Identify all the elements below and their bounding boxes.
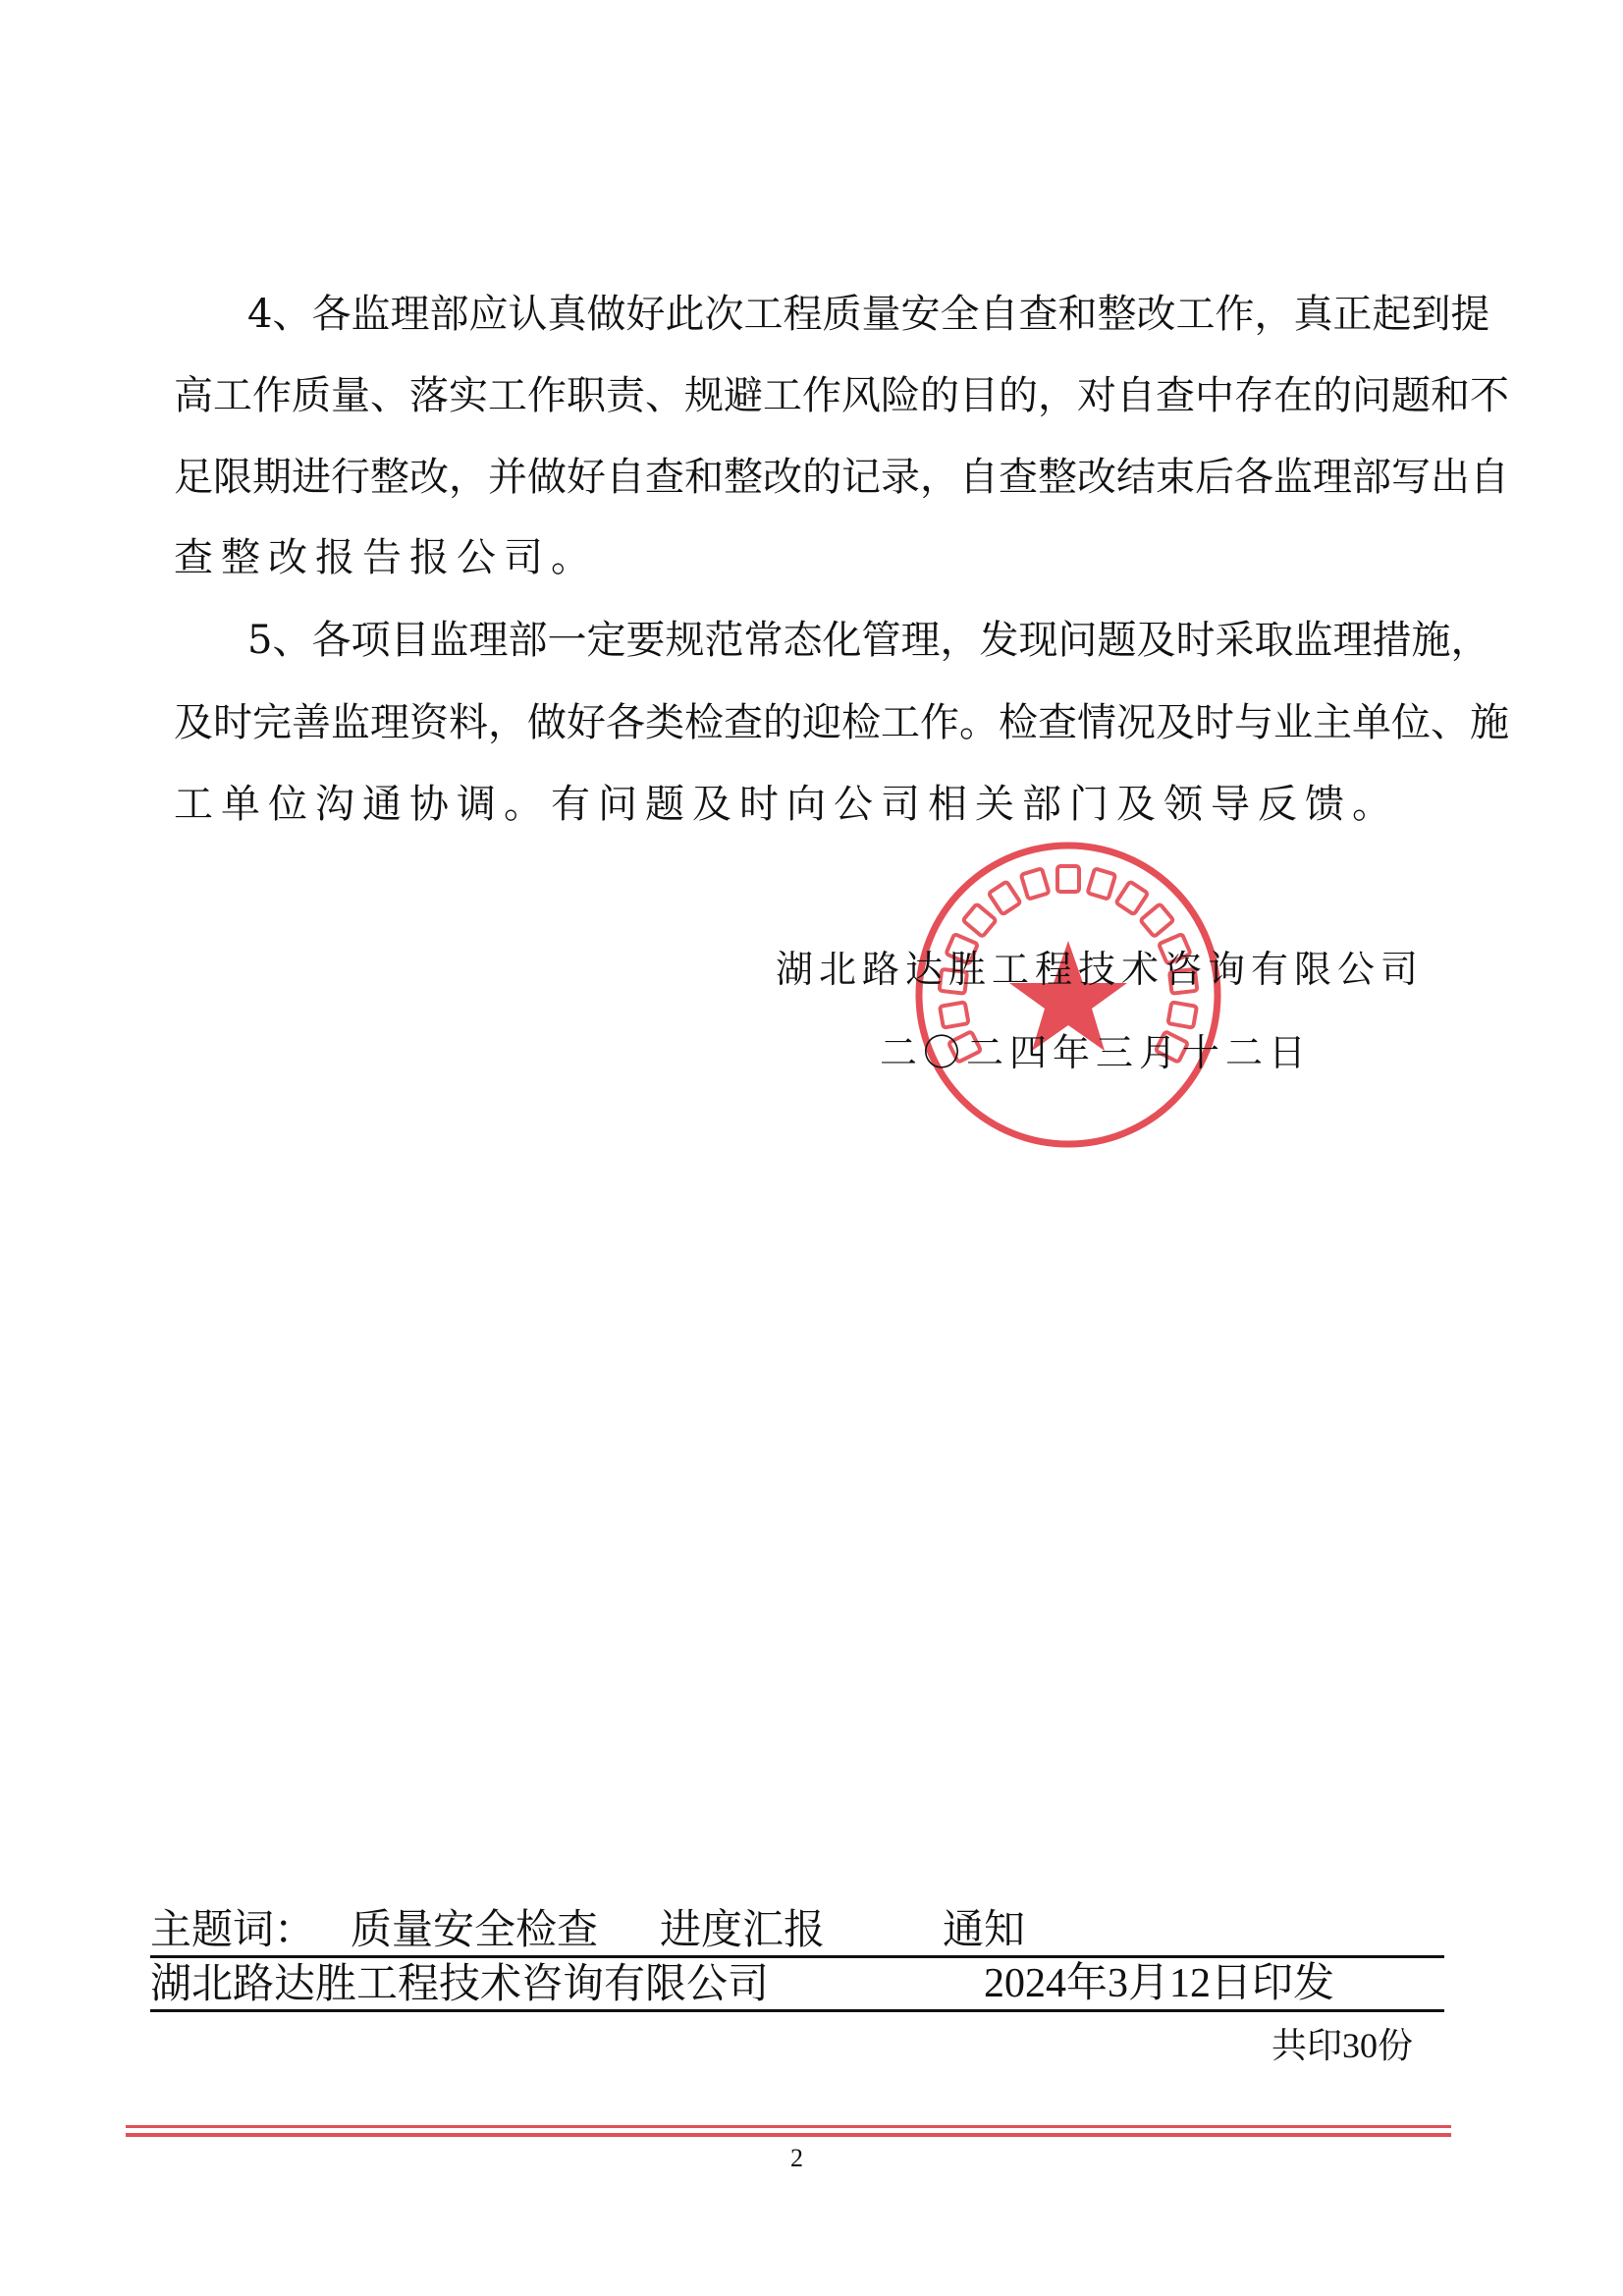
seal-glyph	[989, 882, 1021, 915]
seal-glyph	[1021, 868, 1050, 899]
text-line: 足限期进行整改，并做好自查和整改的记录，自查整改结束后各监理部写出自	[174, 455, 1509, 500]
keyword: 质量安全检查	[351, 1905, 599, 1953]
text-line: 4、各监理部应认真做好此次工程质量安全自查和整改工作，真正起到提	[247, 292, 1490, 337]
seal-glyph	[963, 903, 997, 937]
text-line: 高工作质量、落实工作职责、规避工作风险的目的，对自查中存在的问题和不	[174, 373, 1509, 418]
red-rule	[126, 2125, 1451, 2128]
divider	[150, 2009, 1444, 2012]
company-seal-stamp	[911, 838, 1225, 1152]
signature-date: 二〇二四年三月十二日	[880, 1031, 1313, 1074]
keyword: 通知	[943, 1905, 1026, 1953]
keyword: 进度汇报	[660, 1905, 826, 1953]
keywords-label: 主题词：	[150, 1905, 316, 1953]
issuer: 湖北路达胜工程技术咨询有限公司	[150, 1959, 770, 2007]
page-number: 2	[790, 2144, 803, 2172]
text-line: 及时完善监理资料，做好各类检查的迎检工作。检查情况及时与业主单位、施	[174, 700, 1509, 745]
text-line: 查整改报告报公司。	[174, 535, 598, 580]
red-rule	[126, 2133, 1451, 2137]
text-line: 工单位沟通协调。有问题及时向公司相关部门及领导反馈。	[174, 782, 1399, 827]
seal-glyph	[1167, 1002, 1196, 1027]
seal-glyph	[1057, 866, 1079, 892]
seal-glyph	[1088, 868, 1116, 899]
seal-glyph	[1140, 903, 1173, 937]
copies: 共印30份	[1271, 2026, 1414, 2065]
seal-glyph	[1116, 882, 1149, 915]
seal-glyph	[940, 1002, 968, 1027]
signature-company: 湖北路达胜工程技术咨询有限公司	[776, 948, 1425, 991]
issue-date: 2024年3月12日印发	[984, 1961, 1335, 2006]
text-line: 5、各项目监理部一定要规范常态化管理，发现问题及时采取监理措施，	[247, 618, 1490, 663]
divider	[150, 1955, 1444, 1958]
